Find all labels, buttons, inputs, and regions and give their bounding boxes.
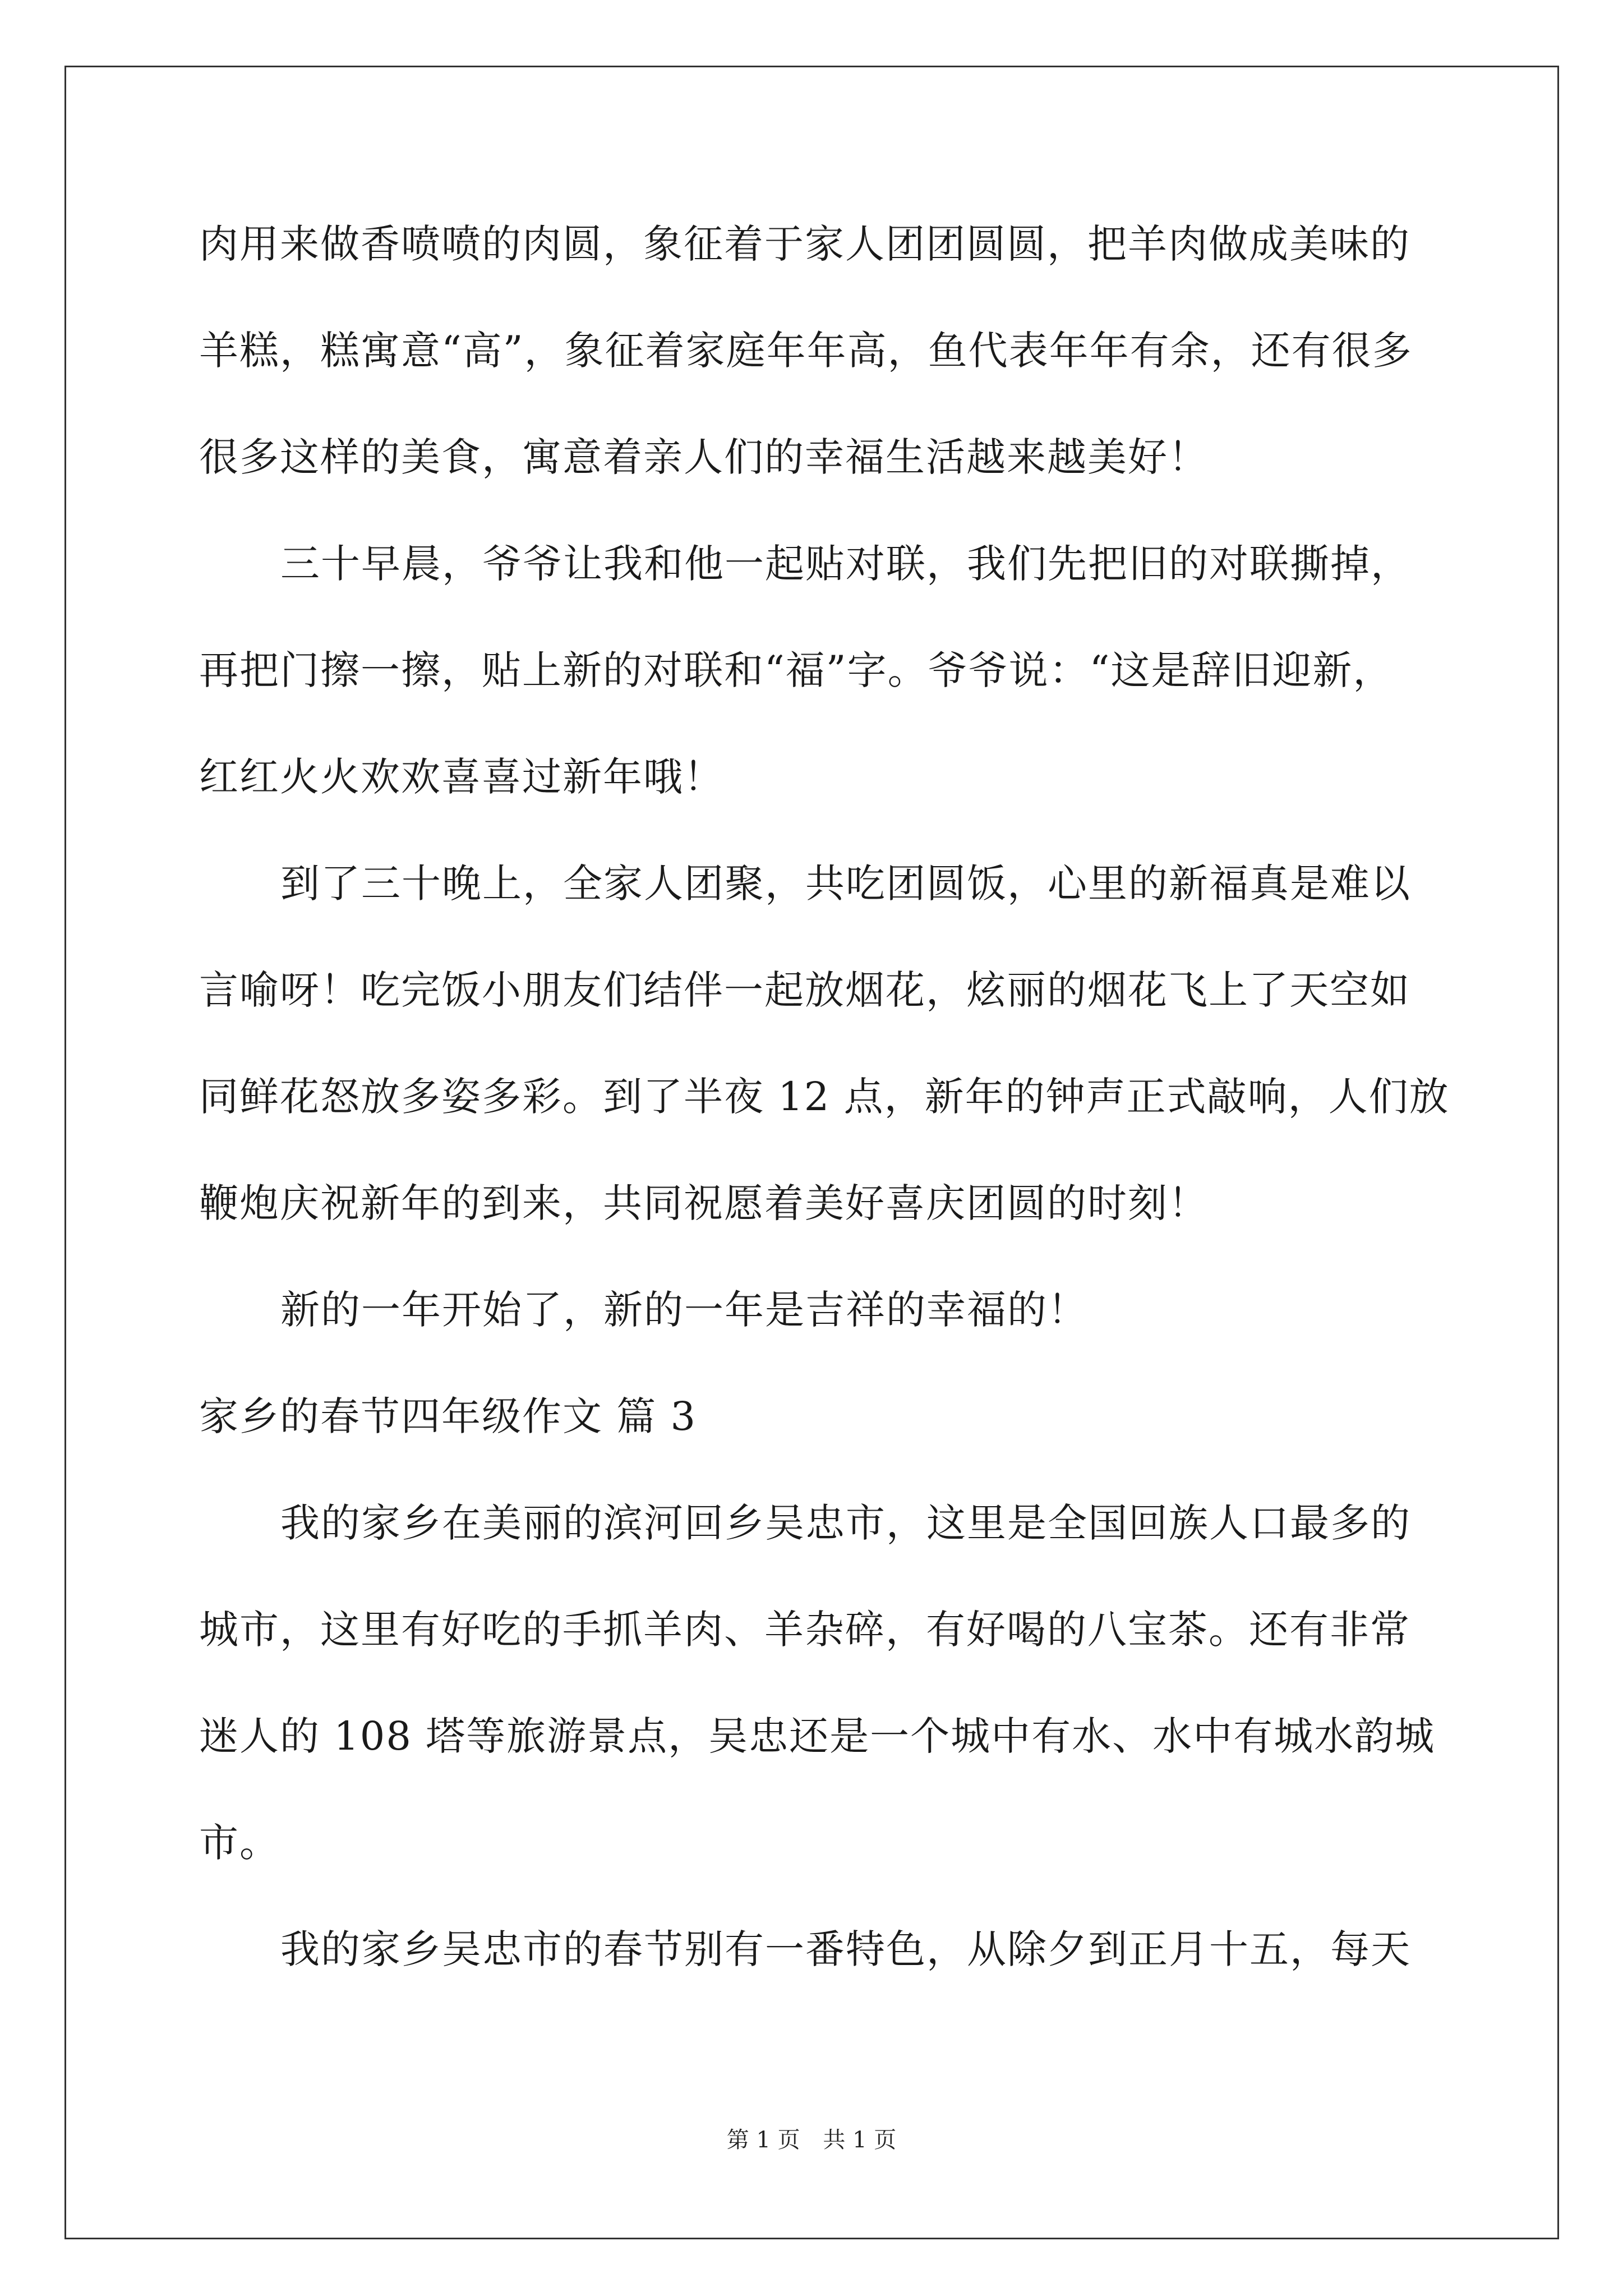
text-line: 到了三十晚上，全家人团聚，共吃团圆饭，心里的新福真是难以 <box>280 861 1411 907</box>
text-line: 鞭炮庆祝新年的到来，共同祝愿着美好喜庆团圆的时刻！ <box>199 1180 1209 1226</box>
text-line: 羊糕，糕寓意“高”，象征着家庭年年高，鱼代表年年有余，还有很多 <box>199 328 1413 374</box>
text-line: 红红火火欢欢喜喜过新年哦！ <box>199 754 724 800</box>
text-line: 三十早晨，爷爷让我和他一起贴对联，我们先把旧的对联撕掉， <box>280 541 1411 587</box>
text-line: 我的家乡吴忠市的春节别有一番特色，从除夕到正月十五，每天 <box>280 1926 1411 1972</box>
page-number-current: 第 1 页 <box>726 2127 800 2153</box>
text-line: 言喻呀！吃完饭小朋友们结伴一起放烟花，炫丽的烟花飞上了天空如 <box>199 967 1410 1013</box>
page-number-total: 共 1 页 <box>823 2127 897 2153</box>
text-line: 同鲜花怒放多姿多彩。到了半夜 12 点，新年的钟声正式敲响，人们放 <box>199 1074 1450 1120</box>
text-line: 肉用来做香喷喷的肉圆，象征着于家人团团圆圆，把羊肉做成美味的 <box>199 221 1410 267</box>
text-line: 新的一年开始了，新的一年是吉祥的幸福的！ <box>280 1287 1088 1333</box>
page-footer <box>0 2126 1623 2154</box>
text-line: 我的家乡在美丽的滨河回乡吴忠市，这里是全国回族人口最多的 <box>280 1500 1411 1546</box>
section-heading: 家乡的春节四年级作文 篇 3 <box>199 1393 697 1439</box>
text-line: 市。 <box>199 1820 280 1866</box>
text-line: 城市，这里有好吃的手抓羊肉、羊杂碎，有好喝的八宝茶。还有非常 <box>199 1607 1410 1653</box>
text-line: 迷人的 108 塔等旅游景点，吴忠还是一个城中有水、水中有城水韵城 <box>199 1713 1436 1759</box>
page-border <box>64 66 1559 2239</box>
text-line: 很多这样的美食，寓意着亲人们的幸福生活越来越美好！ <box>199 434 1209 480</box>
text-line: 再把门擦一擦，贴上新的对联和“福”字。爷爷说：“这是辞旧迎新， <box>199 647 1394 693</box>
